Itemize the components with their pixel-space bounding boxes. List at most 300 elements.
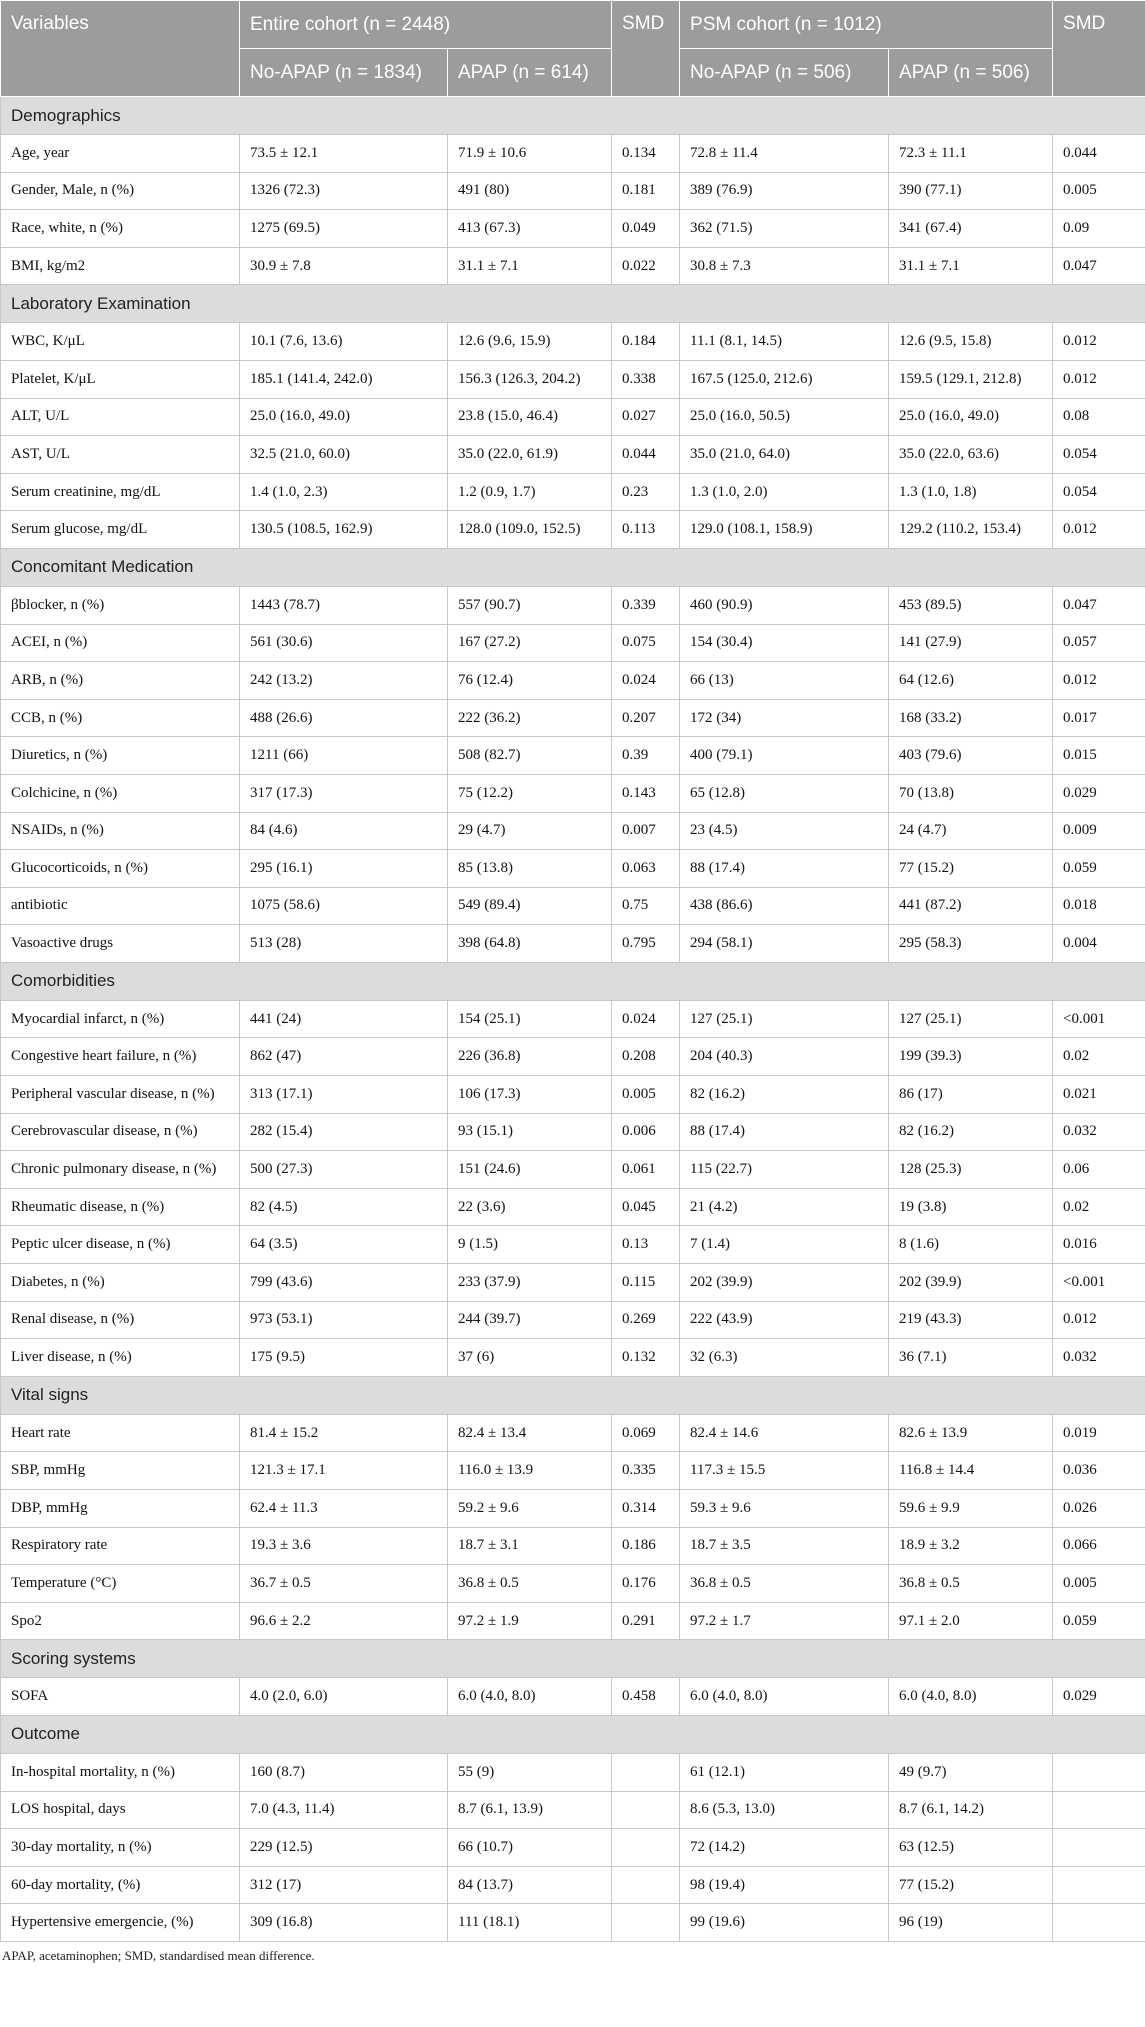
apap-psm-cell: 8 (1.6) [889,1226,1053,1264]
variable-cell: 30-day mortality, n (%) [1,1829,240,1867]
smd-entire-cell: 0.143 [612,774,680,812]
apap-entire-cell: 8.7 (6.1, 13.9) [448,1791,612,1829]
apap-psm-cell: 64 (12.6) [889,662,1053,700]
no-apap-psm-cell: 72 (14.2) [680,1829,889,1867]
apap-entire-cell: 23.8 (15.0, 46.4) [448,398,612,436]
no-apap-psm-cell: 88 (17.4) [680,850,889,888]
table-row [1,887,1145,925]
no-apap-entire-cell: 441 (24) [240,1000,448,1038]
apap-psm-cell: 36.8 ± 0.5 [889,1565,1053,1603]
table-row [1,586,1145,624]
apap-entire-cell: 55 (9) [448,1753,612,1791]
no-apap-psm-cell: 99 (19.6) [680,1904,889,1942]
apap-entire-cell: 85 (13.8) [448,850,612,888]
no-apap-psm-cell: 35.0 (21.0, 64.0) [680,436,889,474]
variable-cell: ARB, n (%) [1,662,240,700]
smd-entire-cell: 0.044 [612,436,680,474]
no-apap-psm-cell: 294 (58.1) [680,925,889,963]
no-apap-entire-cell: 229 (12.5) [240,1829,448,1867]
table-row [1,210,1145,248]
smd-psm-cell: 0.059 [1053,1602,1145,1640]
apap-entire-cell: 18.7 ± 3.1 [448,1527,612,1565]
smd-psm-cell: 0.02 [1053,1188,1145,1226]
no-apap-psm-cell: 167.5 (125.0, 212.6) [680,360,889,398]
apap-entire-cell: 35.0 (22.0, 61.9) [448,436,612,474]
no-apap-psm-cell: 82.4 ± 14.6 [680,1414,889,1452]
smd-entire-cell: 0.027 [612,398,680,436]
apap-psm-cell: 24 (4.7) [889,812,1053,850]
table-row [1,323,1145,361]
variable-cell: antibiotic [1,887,240,925]
variable-cell: Serum creatinine, mg/dL [1,473,240,511]
table-row [1,774,1145,812]
smd-entire-cell: 0.005 [612,1076,680,1114]
apap-entire-cell: 12.6 (9.6, 15.9) [448,323,612,361]
smd-entire-cell: 0.176 [612,1565,680,1603]
smd-entire-cell: 0.007 [612,812,680,850]
smd-psm-cell: 0.047 [1053,586,1145,624]
table-row [1,1866,1145,1904]
apap-psm-cell: 35.0 (22.0, 63.6) [889,436,1053,474]
apap-entire-cell: 6.0 (4.0, 8.0) [448,1678,612,1716]
header-no-apap-entire: No-APAP (n = 1834) [240,49,448,97]
smd-entire-cell: 0.024 [612,662,680,700]
smd-psm-cell: 0.019 [1053,1414,1145,1452]
smd-entire-cell: 0.061 [612,1151,680,1189]
section-row [1,548,1145,586]
no-apap-psm-cell: 7 (1.4) [680,1226,889,1264]
table-row [1,1678,1145,1716]
table-row [1,850,1145,888]
variable-cell: 60-day mortality, (%) [1,1866,240,1904]
table-row [1,737,1145,775]
smd-psm-cell: 0.017 [1053,699,1145,737]
apap-psm-cell: 25.0 (16.0, 49.0) [889,398,1053,436]
variable-cell: Peripheral vascular disease, n (%) [1,1076,240,1114]
smd-psm-cell: 0.009 [1053,812,1145,850]
header-entire-cohort: Entire cohort (n = 2448) [240,1,612,49]
table-row [1,135,1145,173]
table-row [1,473,1145,511]
smd-psm-cell: 0.06 [1053,1151,1145,1189]
apap-psm-cell: 36 (7.1) [889,1339,1053,1377]
variable-cell: In-hospital mortality, n (%) [1,1753,240,1791]
smd-entire-cell: 0.113 [612,511,680,549]
smd-psm-cell: 0.015 [1053,737,1145,775]
no-apap-entire-cell: 1443 (78.7) [240,586,448,624]
variable-cell: Renal disease, n (%) [1,1301,240,1339]
variable-cell: Cerebrovascular disease, n (%) [1,1113,240,1151]
no-apap-entire-cell: 488 (26.6) [240,699,448,737]
variable-cell: Race, white, n (%) [1,210,240,248]
table-row [1,662,1145,700]
variable-cell: DBP, mmHg [1,1490,240,1528]
section-title: Demographics [1,97,1145,135]
smd-entire-cell: 0.458 [612,1678,680,1716]
apap-psm-cell: 403 (79.6) [889,737,1053,775]
table-row [1,699,1145,737]
smd-psm-cell: 0.09 [1053,210,1145,248]
no-apap-entire-cell: 62.4 ± 11.3 [240,1490,448,1528]
apap-entire-cell: 128.0 (109.0, 152.5) [448,511,612,549]
apap-psm-cell: 19 (3.8) [889,1188,1053,1226]
apap-entire-cell: 156.3 (126.3, 204.2) [448,360,612,398]
no-apap-psm-cell: 204 (40.3) [680,1038,889,1076]
no-apap-entire-cell: 96.6 ± 2.2 [240,1602,448,1640]
smd-entire-cell: 0.075 [612,624,680,662]
header-smd-entire: SMD [612,1,680,97]
variable-cell: Temperature (°C) [1,1565,240,1603]
smd-psm-cell: 0.08 [1053,398,1145,436]
apap-psm-cell: 129.2 (110.2, 153.4) [889,511,1053,549]
smd-psm-cell: 0.047 [1053,247,1145,285]
variable-cell: Hypertensive emergencie, (%) [1,1904,240,1942]
variable-cell: Diuretics, n (%) [1,737,240,775]
smd-psm-cell: 0.032 [1053,1339,1145,1377]
apap-psm-cell: 390 (77.1) [889,172,1053,210]
no-apap-entire-cell: 973 (53.1) [240,1301,448,1339]
apap-psm-cell: 31.1 ± 7.1 [889,247,1053,285]
apap-entire-cell: 413 (67.3) [448,210,612,248]
no-apap-entire-cell: 4.0 (2.0, 6.0) [240,1678,448,1716]
apap-entire-cell: 151 (24.6) [448,1151,612,1189]
table-row [1,1602,1145,1640]
no-apap-psm-cell: 172 (34) [680,699,889,737]
no-apap-entire-cell: 121.3 ± 17.1 [240,1452,448,1490]
no-apap-psm-cell: 18.7 ± 3.5 [680,1527,889,1565]
no-apap-psm-cell: 23 (4.5) [680,812,889,850]
no-apap-psm-cell: 88 (17.4) [680,1113,889,1151]
table-row [1,1490,1145,1528]
section-row [1,962,1145,1000]
apap-entire-cell: 22 (3.6) [448,1188,612,1226]
no-apap-entire-cell: 561 (30.6) [240,624,448,662]
smd-psm-cell: 0.005 [1053,1565,1145,1603]
smd-psm-cell: 0.066 [1053,1527,1145,1565]
table-row [1,1753,1145,1791]
apap-psm-cell: 116.8 ± 14.4 [889,1452,1053,1490]
section-row [1,97,1145,135]
no-apap-psm-cell: 117.3 ± 15.5 [680,1452,889,1490]
apap-psm-cell: 18.9 ± 3.2 [889,1527,1053,1565]
table-row [1,360,1145,398]
variable-cell: Respiratory rate [1,1527,240,1565]
apap-entire-cell: 222 (36.2) [448,699,612,737]
smd-entire-cell: 0.186 [612,1527,680,1565]
no-apap-psm-cell: 115 (22.7) [680,1151,889,1189]
apap-psm-cell: 141 (27.9) [889,624,1053,662]
smd-entire-cell: 0.339 [612,586,680,624]
no-apap-psm-cell: 21 (4.2) [680,1188,889,1226]
variable-cell: Spo2 [1,1602,240,1640]
smd-entire-cell: 0.134 [612,135,680,173]
no-apap-entire-cell: 175 (9.5) [240,1339,448,1377]
variable-cell: CCB, n (%) [1,699,240,737]
table-row [1,1151,1145,1189]
no-apap-entire-cell: 313 (17.1) [240,1076,448,1114]
smd-entire-cell [612,1829,680,1867]
section-title: Vital signs [1,1376,1145,1414]
smd-entire-cell: 0.049 [612,210,680,248]
no-apap-psm-cell: 65 (12.8) [680,774,889,812]
section-row [1,1715,1145,1753]
smd-psm-cell: 0.029 [1053,774,1145,812]
no-apap-psm-cell: 438 (86.6) [680,887,889,925]
apap-psm-cell: 70 (13.8) [889,774,1053,812]
no-apap-psm-cell: 400 (79.1) [680,737,889,775]
apap-entire-cell: 9 (1.5) [448,1226,612,1264]
table-row [1,1301,1145,1339]
section-row [1,1376,1145,1414]
apap-psm-cell: 77 (15.2) [889,850,1053,888]
table-row [1,1076,1145,1114]
apap-entire-cell: 76 (12.4) [448,662,612,700]
apap-entire-cell: 31.1 ± 7.1 [448,247,612,285]
table-row [1,436,1145,474]
variable-cell: Platelet, K/μL [1,360,240,398]
no-apap-psm-cell: 222 (43.9) [680,1301,889,1339]
table-row [1,1000,1145,1038]
variable-cell: ACEI, n (%) [1,624,240,662]
apap-psm-cell: 168 (33.2) [889,699,1053,737]
smd-psm-cell: 0.021 [1053,1076,1145,1114]
smd-entire-cell: 0.024 [612,1000,680,1038]
apap-psm-cell: 1.3 (1.0, 1.8) [889,473,1053,511]
table-row [1,1414,1145,1452]
smd-entire-cell: 0.022 [612,247,680,285]
smd-entire-cell: 0.23 [612,473,680,511]
table-row [1,1339,1145,1377]
no-apap-psm-cell: 8.6 (5.3, 13.0) [680,1791,889,1829]
no-apap-psm-cell: 59.3 ± 9.6 [680,1490,889,1528]
variable-cell: AST, U/L [1,436,240,474]
table-row [1,624,1145,662]
table-row [1,1226,1145,1264]
apap-entire-cell: 244 (39.7) [448,1301,612,1339]
no-apap-entire-cell: 130.5 (108.5, 162.9) [240,511,448,549]
header-apap-entire: APAP (n = 614) [448,49,612,97]
variable-cell: Rheumatic disease, n (%) [1,1188,240,1226]
smd-entire-cell: 0.314 [612,1490,680,1528]
smd-entire-cell: 0.75 [612,887,680,925]
apap-psm-cell: 441 (87.2) [889,887,1053,925]
apap-psm-cell: 59.6 ± 9.9 [889,1490,1053,1528]
apap-entire-cell: 29 (4.7) [448,812,612,850]
table-row [1,1038,1145,1076]
no-apap-entire-cell: 7.0 (4.3, 11.4) [240,1791,448,1829]
apap-psm-cell: 8.7 (6.1, 14.2) [889,1791,1053,1829]
smd-psm-cell [1053,1753,1145,1791]
no-apap-entire-cell: 30.9 ± 7.8 [240,247,448,285]
no-apap-entire-cell: 36.7 ± 0.5 [240,1565,448,1603]
no-apap-entire-cell: 309 (16.8) [240,1904,448,1942]
no-apap-entire-cell: 862 (47) [240,1038,448,1076]
smd-entire-cell: 0.795 [612,925,680,963]
smd-psm-cell [1053,1866,1145,1904]
table-row [1,247,1145,285]
section-row [1,285,1145,323]
apap-psm-cell: 86 (17) [889,1076,1053,1114]
apap-entire-cell: 1.2 (0.9, 1.7) [448,473,612,511]
no-apap-psm-cell: 129.0 (108.1, 158.9) [680,511,889,549]
table-row [1,172,1145,210]
no-apap-entire-cell: 1211 (66) [240,737,448,775]
no-apap-entire-cell: 1326 (72.3) [240,172,448,210]
table-row [1,1565,1145,1603]
apap-psm-cell: 127 (25.1) [889,1000,1053,1038]
no-apap-entire-cell: 242 (13.2) [240,662,448,700]
no-apap-entire-cell: 64 (3.5) [240,1226,448,1264]
table-row [1,1829,1145,1867]
no-apap-psm-cell: 127 (25.1) [680,1000,889,1038]
no-apap-psm-cell: 389 (76.9) [680,172,889,210]
variable-cell: WBC, K/μL [1,323,240,361]
apap-entire-cell: 111 (18.1) [448,1904,612,1942]
smd-entire-cell: 0.338 [612,360,680,398]
variable-cell: LOS hospital, days [1,1791,240,1829]
smd-entire-cell: 0.39 [612,737,680,775]
smd-psm-cell [1053,1791,1145,1829]
no-apap-psm-cell: 1.3 (1.0, 2.0) [680,473,889,511]
section-title: Outcome [1,1715,1145,1753]
no-apap-entire-cell: 295 (16.1) [240,850,448,888]
smd-psm-cell [1053,1829,1145,1867]
apap-entire-cell: 106 (17.3) [448,1076,612,1114]
smd-psm-cell: <0.001 [1053,1000,1145,1038]
variable-cell: Chronic pulmonary disease, n (%) [1,1151,240,1189]
smd-psm-cell: 0.026 [1053,1490,1145,1528]
variable-cell: Glucocorticoids, n (%) [1,850,240,888]
smd-entire-cell: 0.269 [612,1301,680,1339]
smd-psm-cell: 0.018 [1053,887,1145,925]
variable-cell: Heart rate [1,1414,240,1452]
smd-psm-cell: 0.012 [1053,360,1145,398]
no-apap-entire-cell: 160 (8.7) [240,1753,448,1791]
variable-cell: Diabetes, n (%) [1,1264,240,1302]
smd-psm-cell: 0.012 [1053,511,1145,549]
variable-cell: NSAIDs, n (%) [1,812,240,850]
no-apap-psm-cell: 460 (90.9) [680,586,889,624]
table-row [1,1791,1145,1829]
smd-psm-cell: 0.012 [1053,662,1145,700]
smd-psm-cell: <0.001 [1053,1264,1145,1302]
variable-cell: βblocker, n (%) [1,586,240,624]
smd-entire-cell [612,1753,680,1791]
no-apap-entire-cell: 73.5 ± 12.1 [240,135,448,173]
smd-entire-cell: 0.063 [612,850,680,888]
apap-psm-cell: 6.0 (4.0, 8.0) [889,1678,1053,1716]
no-apap-entire-cell: 513 (28) [240,925,448,963]
apap-psm-cell: 341 (67.4) [889,210,1053,248]
smd-psm-cell: 0.044 [1053,135,1145,173]
table-row [1,812,1145,850]
apap-psm-cell: 12.6 (9.5, 15.8) [889,323,1053,361]
smd-entire-cell: 0.208 [612,1038,680,1076]
no-apap-psm-cell: 6.0 (4.0, 8.0) [680,1678,889,1716]
smd-entire-cell: 0.006 [612,1113,680,1151]
variable-cell: Colchicine, n (%) [1,774,240,812]
no-apap-entire-cell: 82 (4.5) [240,1188,448,1226]
no-apap-psm-cell: 98 (19.4) [680,1866,889,1904]
apap-entire-cell: 557 (90.7) [448,586,612,624]
apap-entire-cell: 75 (12.2) [448,774,612,812]
header-no-apap-psm: No-APAP (n = 506) [680,49,889,97]
apap-entire-cell: 84 (13.7) [448,1866,612,1904]
no-apap-psm-cell: 72.8 ± 11.4 [680,135,889,173]
header-smd-psm: SMD [1053,1,1145,97]
apap-entire-cell: 233 (37.9) [448,1264,612,1302]
section-title: Comorbidities [1,962,1145,1000]
table-row [1,1264,1145,1302]
table-row [1,1188,1145,1226]
no-apap-psm-cell: 202 (39.9) [680,1264,889,1302]
table-row [1,925,1145,963]
no-apap-psm-cell: 362 (71.5) [680,210,889,248]
apap-psm-cell: 82 (16.2) [889,1113,1053,1151]
smd-entire-cell: 0.13 [612,1226,680,1264]
no-apap-entire-cell: 500 (27.3) [240,1151,448,1189]
section-title: Concomitant Medication [1,548,1145,586]
no-apap-entire-cell: 799 (43.6) [240,1264,448,1302]
smd-psm-cell: 0.029 [1053,1678,1145,1716]
table-row [1,1113,1145,1151]
no-apap-entire-cell: 282 (15.4) [240,1113,448,1151]
smd-entire-cell [612,1904,680,1942]
apap-psm-cell: 295 (58.3) [889,925,1053,963]
apap-psm-cell: 72.3 ± 11.1 [889,135,1053,173]
apap-psm-cell: 96 (19) [889,1904,1053,1942]
smd-entire-cell [612,1791,680,1829]
no-apap-entire-cell: 1275 (69.5) [240,210,448,248]
table-row [1,1452,1145,1490]
apap-psm-cell: 199 (39.3) [889,1038,1053,1076]
no-apap-entire-cell: 317 (17.3) [240,774,448,812]
smd-psm-cell: 0.057 [1053,624,1145,662]
smd-entire-cell: 0.115 [612,1264,680,1302]
variable-cell: ALT, U/L [1,398,240,436]
smd-entire-cell: 0.132 [612,1339,680,1377]
apap-psm-cell: 219 (43.3) [889,1301,1053,1339]
header-variables: Variables [1,1,240,97]
apap-entire-cell: 59.2 ± 9.6 [448,1490,612,1528]
apap-entire-cell: 97.2 ± 1.9 [448,1602,612,1640]
table-body [1,97,1145,1942]
section-title: Scoring systems [1,1640,1145,1678]
table-footnote: APAP, acetaminophen; SMD, standardised mean difference. [2,1947,315,1963]
smd-entire-cell: 0.045 [612,1188,680,1226]
apap-psm-cell: 97.1 ± 2.0 [889,1602,1053,1640]
no-apap-entire-cell: 25.0 (16.0, 49.0) [240,398,448,436]
no-apap-psm-cell: 25.0 (16.0, 50.5) [680,398,889,436]
apap-entire-cell: 226 (36.8) [448,1038,612,1076]
table-row [1,398,1145,436]
no-apap-entire-cell: 1.4 (1.0, 2.3) [240,473,448,511]
apap-psm-cell: 128 (25.3) [889,1151,1053,1189]
section-title: Laboratory Examination [1,285,1145,323]
no-apap-entire-cell: 1075 (58.6) [240,887,448,925]
smd-psm-cell: 0.012 [1053,323,1145,361]
apap-psm-cell: 77 (15.2) [889,1866,1053,1904]
table-header [1,1,1145,97]
apap-entire-cell: 167 (27.2) [448,624,612,662]
apap-psm-cell: 202 (39.9) [889,1264,1053,1302]
variable-cell: Liver disease, n (%) [1,1339,240,1377]
apap-entire-cell: 71.9 ± 10.6 [448,135,612,173]
table-row [1,1527,1145,1565]
apap-entire-cell: 93 (15.1) [448,1113,612,1151]
no-apap-psm-cell: 61 (12.1) [680,1753,889,1791]
apap-psm-cell: 159.5 (129.1, 212.8) [889,360,1053,398]
